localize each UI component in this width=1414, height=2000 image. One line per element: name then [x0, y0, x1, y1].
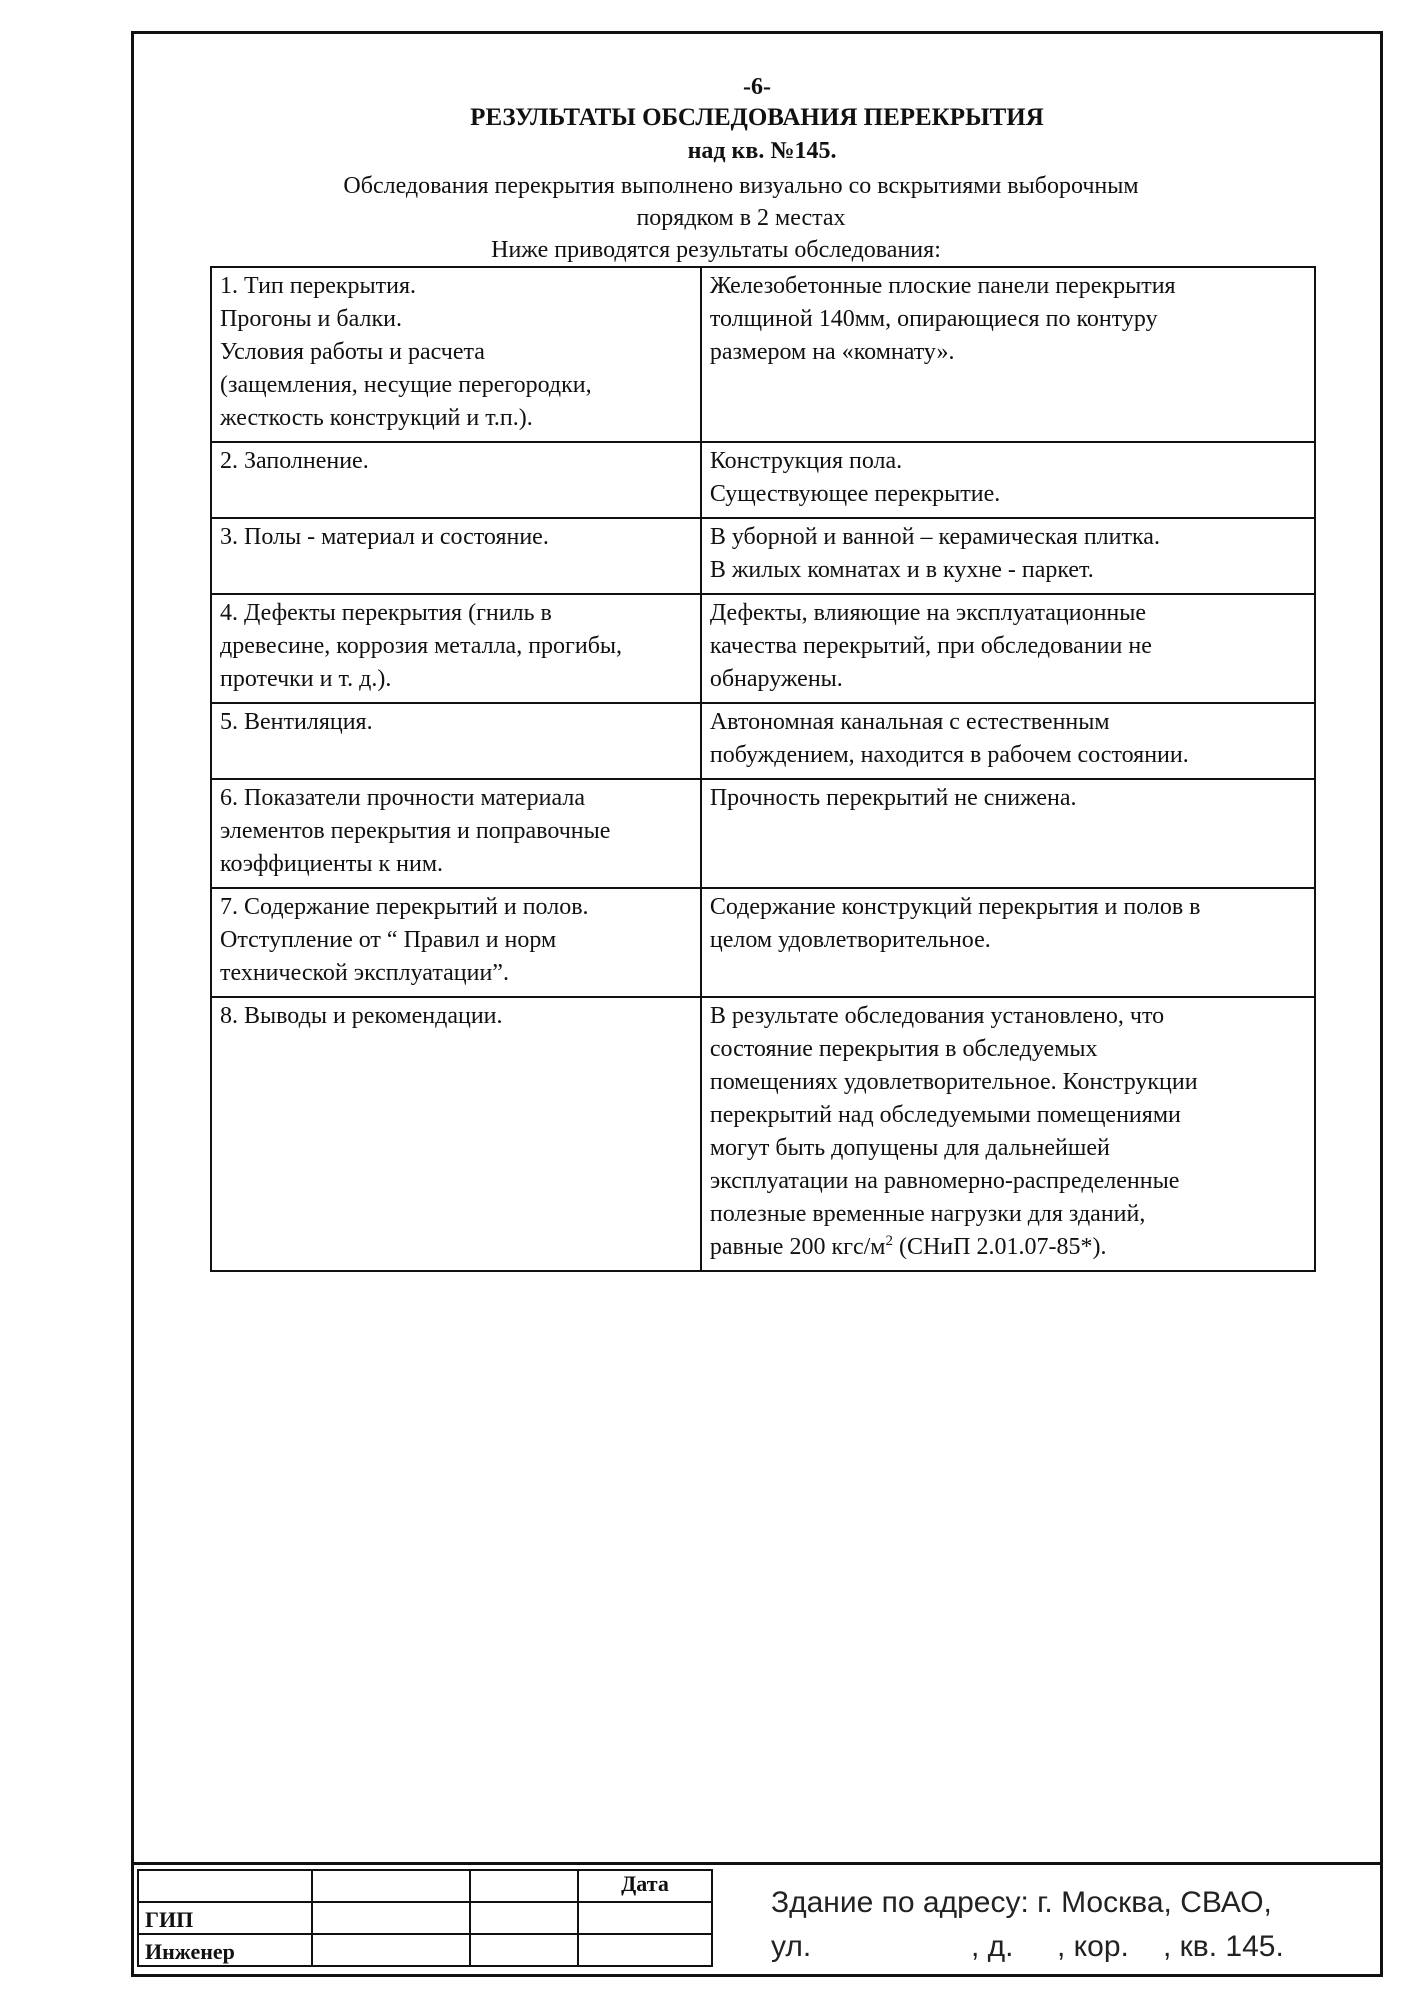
cell-line: В результате обследования установлено, что [709, 1003, 1165, 1029]
cell-line: побуждением, находится в рабочем состоянии. [709, 742, 1189, 768]
page-number: -6- [743, 74, 771, 100]
title-block [131, 1862, 1383, 1977]
building-address [771, 1881, 1284, 1969]
cell-line: 3. Полы - материал и состояние. [220, 524, 549, 550]
table-row [211, 267, 1315, 442]
cell-line: Условия работы и расчета [220, 339, 485, 365]
address-street: ул. [771, 1930, 812, 1963]
table-row [211, 594, 1315, 703]
table-row [211, 997, 1315, 1271]
parameter-cell [211, 997, 701, 1271]
cell-line: 7. Содержание перекрытий и полов. [220, 894, 589, 920]
cell-line: элементов перекрытия и поправочные [220, 818, 611, 844]
gip-label: ГИП [138, 1902, 312, 1934]
cell-line: В уборной и ванной – керамическая плитка. [709, 524, 1160, 550]
cell-line: эксплуатации на равномерно-распределенные [709, 1168, 1180, 1194]
intro-line-2: порядком в 2 местах [636, 205, 846, 231]
cell-line: 6. Показатели прочности материала [220, 785, 586, 811]
cell-line: качества перекрытий, при обследовании не [709, 633, 1152, 659]
cell-line: Конструкция пола. [709, 448, 903, 474]
table-row [211, 442, 1315, 518]
stamp-cell [578, 1902, 712, 1934]
cell-line: обнаружены. [709, 666, 843, 692]
parameter-cell [211, 888, 701, 997]
cell-line: протечки и т. д.). [220, 666, 392, 692]
intro-line-1: Обследования перекрытия выполнено визуально со вскрытиями выборочным [343, 173, 1139, 199]
cell-line: (защемления, несущие перегородки, [220, 372, 592, 398]
cell-line: толщиной 140мм, опирающиеся по контуру [709, 306, 1158, 332]
parameter-cell [211, 703, 701, 779]
cell-line: Железобетонные плоские панели перекрытия [709, 273, 1176, 299]
parameter-cell [211, 779, 701, 888]
cell-line: могут быть допущены для дальнейшей [709, 1135, 1110, 1161]
address-line-2 [771, 1925, 1284, 1969]
address-apartment: , кв. 145. [1163, 1930, 1284, 1963]
intro-text [115, 170, 1367, 234]
page-subtitle: над кв. №145. [687, 138, 837, 164]
cell-line: целом удовлетворительное. [709, 927, 991, 953]
result-cell [701, 888, 1315, 997]
survey-results-table [210, 266, 1316, 1272]
cell-line [710, 1231, 1306, 1264]
cell-line: В жилых комнатах и в кухне - паркет. [709, 557, 1094, 583]
page-title: РЕЗУЛЬТАТЫ ОБСЛЕДОВАНИЯ ПЕРЕКРЫТИЯ [470, 104, 1044, 131]
cell-line: Содержание конструкций перекрытия и полов в [709, 894, 1201, 920]
signature-table [137, 1869, 713, 1967]
cell-line: 1. Тип перекрытия. [220, 273, 417, 299]
date-label: Дата [578, 1870, 712, 1902]
cell-line: перекрытий над обследуемыми помещениями [709, 1102, 1181, 1128]
stamp-cell [312, 1902, 470, 1934]
result-cell [701, 267, 1315, 442]
address-building: , кор. [1057, 1930, 1129, 1963]
load-value: равные 200 кгс/м [709, 1234, 886, 1260]
cell-line: размером на «комнату». [709, 339, 955, 365]
engineer-label: Инженер [138, 1934, 312, 1966]
stamp-cell [470, 1934, 578, 1966]
norm-reference: (СНиП 2.01.07-85*). [892, 1234, 1107, 1260]
address-line-1: Здание по адресу: г. Москва, СВАО, [771, 1886, 1272, 1919]
cell-line: Дефекты, влияющие на эксплуатационные [709, 600, 1147, 626]
address-house: , д. [971, 1930, 1014, 1963]
table-row [211, 888, 1315, 997]
cell-line: помещениях удовлетворительное. Конструкции [709, 1069, 1198, 1095]
survey-results-body [211, 267, 1315, 1271]
cell-line: 2. Заполнение. [220, 448, 369, 474]
cell-line: древесине, коррозия металла, прогибы, [220, 633, 623, 659]
cell-line: состояние перекрытия в обследуемых [709, 1036, 1098, 1062]
stamp-cell [312, 1934, 470, 1966]
cell-line: Автономная канальная с естественным [709, 709, 1110, 735]
superscript: 2 [885, 1233, 893, 1249]
result-cell [701, 518, 1315, 594]
cell-line: жесткость конструкций и т.п.). [220, 405, 533, 431]
result-cell [701, 594, 1315, 703]
table-row [211, 703, 1315, 779]
cell-line: Прочность перекрытий не снижена. [709, 785, 1077, 811]
stamp-cell [138, 1870, 312, 1902]
parameter-cell [211, 594, 701, 703]
result-cell [701, 442, 1315, 518]
cell-line: Прогоны и балки. [220, 306, 402, 332]
cell-line: 5. Вентиляция. [220, 709, 373, 735]
result-cell [701, 703, 1315, 779]
intro-line-3: Ниже приводятся результаты обследования: [491, 237, 941, 263]
table-row [211, 779, 1315, 888]
result-cell [701, 779, 1315, 888]
stamp-cell [470, 1902, 578, 1934]
parameter-cell [211, 518, 701, 594]
parameter-cell [211, 267, 701, 442]
result-cell [701, 997, 1315, 1271]
cell-line: полезные временные нагрузки для зданий, [709, 1201, 1146, 1227]
stamp-cell [312, 1870, 470, 1902]
stamp-cell [470, 1870, 578, 1902]
table-row [211, 518, 1315, 594]
cell-line: 8. Выводы и рекомендации. [220, 1003, 503, 1029]
stamp-cell [578, 1934, 712, 1966]
cell-line: 4. Дефекты перекрытия (гниль в [220, 600, 552, 626]
cell-line: технической эксплуатации”. [220, 960, 509, 986]
cell-line: Существующее перекрытие. [709, 481, 1001, 507]
cell-line: Отступление от “ Правил и норм [220, 927, 557, 953]
parameter-cell [211, 442, 701, 518]
cell-line: коэффициенты к ним. [220, 851, 444, 877]
